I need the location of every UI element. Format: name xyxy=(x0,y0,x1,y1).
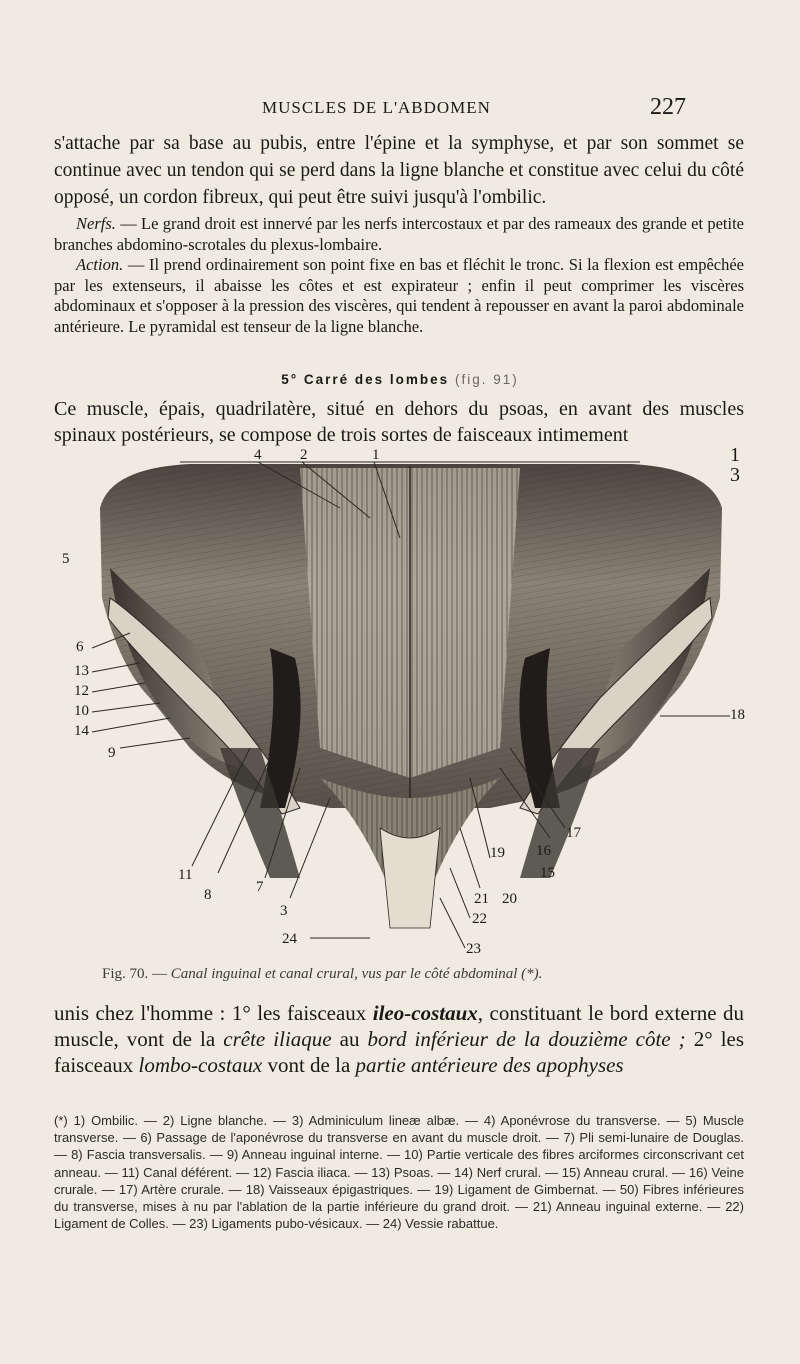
term-lombo-costaux: lombo-costaux xyxy=(138,1053,263,1077)
figure-label: 20 xyxy=(502,891,517,907)
text-run: vont de la xyxy=(262,1053,356,1077)
figure-label: 3 xyxy=(280,903,288,919)
figure-footnote xyxy=(54,1112,744,1232)
page-header xyxy=(0,96,800,126)
figure-label: 19 xyxy=(490,845,505,861)
nerves-and-action-block xyxy=(54,214,744,337)
figure-label: 4 xyxy=(254,447,262,463)
quadratus-paragraph xyxy=(54,396,744,448)
figure-label: 15 xyxy=(540,865,555,881)
figure-label: 18 xyxy=(730,707,745,723)
nerves-label: Nerfs. xyxy=(76,214,116,233)
section-title: 5° Carré des lombes xyxy=(281,372,450,387)
action-text: — Il prend ordinairement son point fixe en bas et fléchit le tronc. Si la flexion est empêchée par les extenseurs, il abaisse les côtes et est expirateur ; enfin il peut comprimer les viscères abdominaux et s'opposer à la pression des viscères, qui tendent à repousser en avant la paroi abdominale antérieure. Le pyramidal est tenseur de la ligne blanche. xyxy=(54,255,744,336)
figure-label: 1 xyxy=(730,444,740,466)
figure-label: 17 xyxy=(566,825,581,841)
text-run: 2° les faisceaux xyxy=(54,1027,745,1077)
footnote-text: (*) 1) Ombilic. — 2) Ligne blanche. — 3) Adminiculum lineæ albæ. — 4) Aponévrose du transverse. — 5) Muscle transverse. — 6) Passage de l'aponévrose du transverse en avant du muscle droit. — 7) Pli semi-lunaire de Douglas. — 8) Fascia transversalis. — 9) Anneau inguinal interne. — 10) Partie verticale des fibres arciformes circonscrivant cet anneau. — 11) Canal déférent. — 12) Fascia iliaca. — 13) Psoas. — 14) Nerf crural. — 15) Anneau crural. — 16) Veine crurale. — 17) Artère crurale. — 18) Vaisseaux épigastriques. — 19) Ligament de Gimbernat. — 50) Fibres inférieures du transverse, mises à nu par l'ablation de la partie inférieure du grand droit. — 21) Anneau inguinal externe. — 22) Ligament de Colles. — 23) Ligaments pubo-vésicaux. — 24) Vessie rabattue. xyxy=(54,1113,744,1232)
text-run: , constituant le bord externe du muscle, vont de la xyxy=(54,1001,744,1051)
engraving-illustration xyxy=(70,444,750,964)
running-title: MUSCLES DE L'ABDOMEN xyxy=(262,98,491,117)
section-figure-ref: (fig. 91) xyxy=(454,372,519,387)
figure-label: 22 xyxy=(472,911,487,927)
nerves-paragraph xyxy=(54,214,744,255)
nerves-text: — Le grand droit est innervé par les nerfs intercostaux et par des rameaux des grande et petite branches abdomino-scrotales du plexus-lombaire. xyxy=(54,214,744,254)
figure-label: 16 xyxy=(536,843,551,859)
action-paragraph xyxy=(54,255,744,337)
figure-label: 12 xyxy=(74,683,89,699)
section-heading xyxy=(0,372,800,387)
figure-label: 8 xyxy=(204,887,212,903)
action-label: Action. xyxy=(76,255,124,274)
page-number: 227 xyxy=(650,94,686,120)
paragraph-text: Ce muscle, épais, quadrilatère, situé en dehors du psoas, en avant des muscles spinaux postérieurs, se compose de trois sortes de faisceaux intimement xyxy=(54,398,744,446)
figure-label: 9 xyxy=(108,745,116,761)
text-run: au xyxy=(331,1027,368,1051)
figure-label: 3 xyxy=(730,464,740,486)
text-run: unis chez l'homme : 1° les faisceaux xyxy=(54,1001,373,1025)
figure-label: 10 xyxy=(74,703,89,719)
figure-label: 5 xyxy=(62,551,70,567)
term-apophyses: partie antérieure des apophyses xyxy=(355,1053,624,1077)
figure-label: 14 xyxy=(74,723,89,739)
figure-number: Fig. 70. — xyxy=(102,966,168,982)
figure-label: 2 xyxy=(300,447,308,463)
figure-label: 7 xyxy=(256,879,264,895)
figure-label: 21 xyxy=(474,891,489,907)
term-bord-inferieur: bord inférieur de la douzième côte ; xyxy=(367,1027,686,1051)
term-crete-iliaque: crête iliaque xyxy=(223,1027,332,1051)
figure-label: 6 xyxy=(76,639,84,655)
figure-caption xyxy=(102,966,742,983)
paragraph-continuation xyxy=(54,130,744,211)
figure-label: 24 xyxy=(282,931,297,947)
figure-label: 23 xyxy=(466,941,481,957)
paragraph-text: s'attache par sa base au pubis, entre l'épine et la symphyse, et par son sommet se continue avec un tendon qui se perd dans la ligne blanche et constitue avec celui du côté opposé, un cordon fibreux, qui peut être suivi jusqu'à l'ombilic. xyxy=(54,133,744,208)
caption-text: Canal inguinal et canal crural, vus par le côté abdominal (*). xyxy=(167,966,543,982)
anatomical-figure xyxy=(62,444,750,964)
fibre-bundles-paragraph xyxy=(54,1000,744,1078)
figure-label: 13 xyxy=(74,663,89,679)
figure-label: 1 xyxy=(372,447,380,463)
figure-label: 11 xyxy=(178,867,193,883)
term-ileo-costaux: ileo-costaux xyxy=(372,1001,478,1025)
